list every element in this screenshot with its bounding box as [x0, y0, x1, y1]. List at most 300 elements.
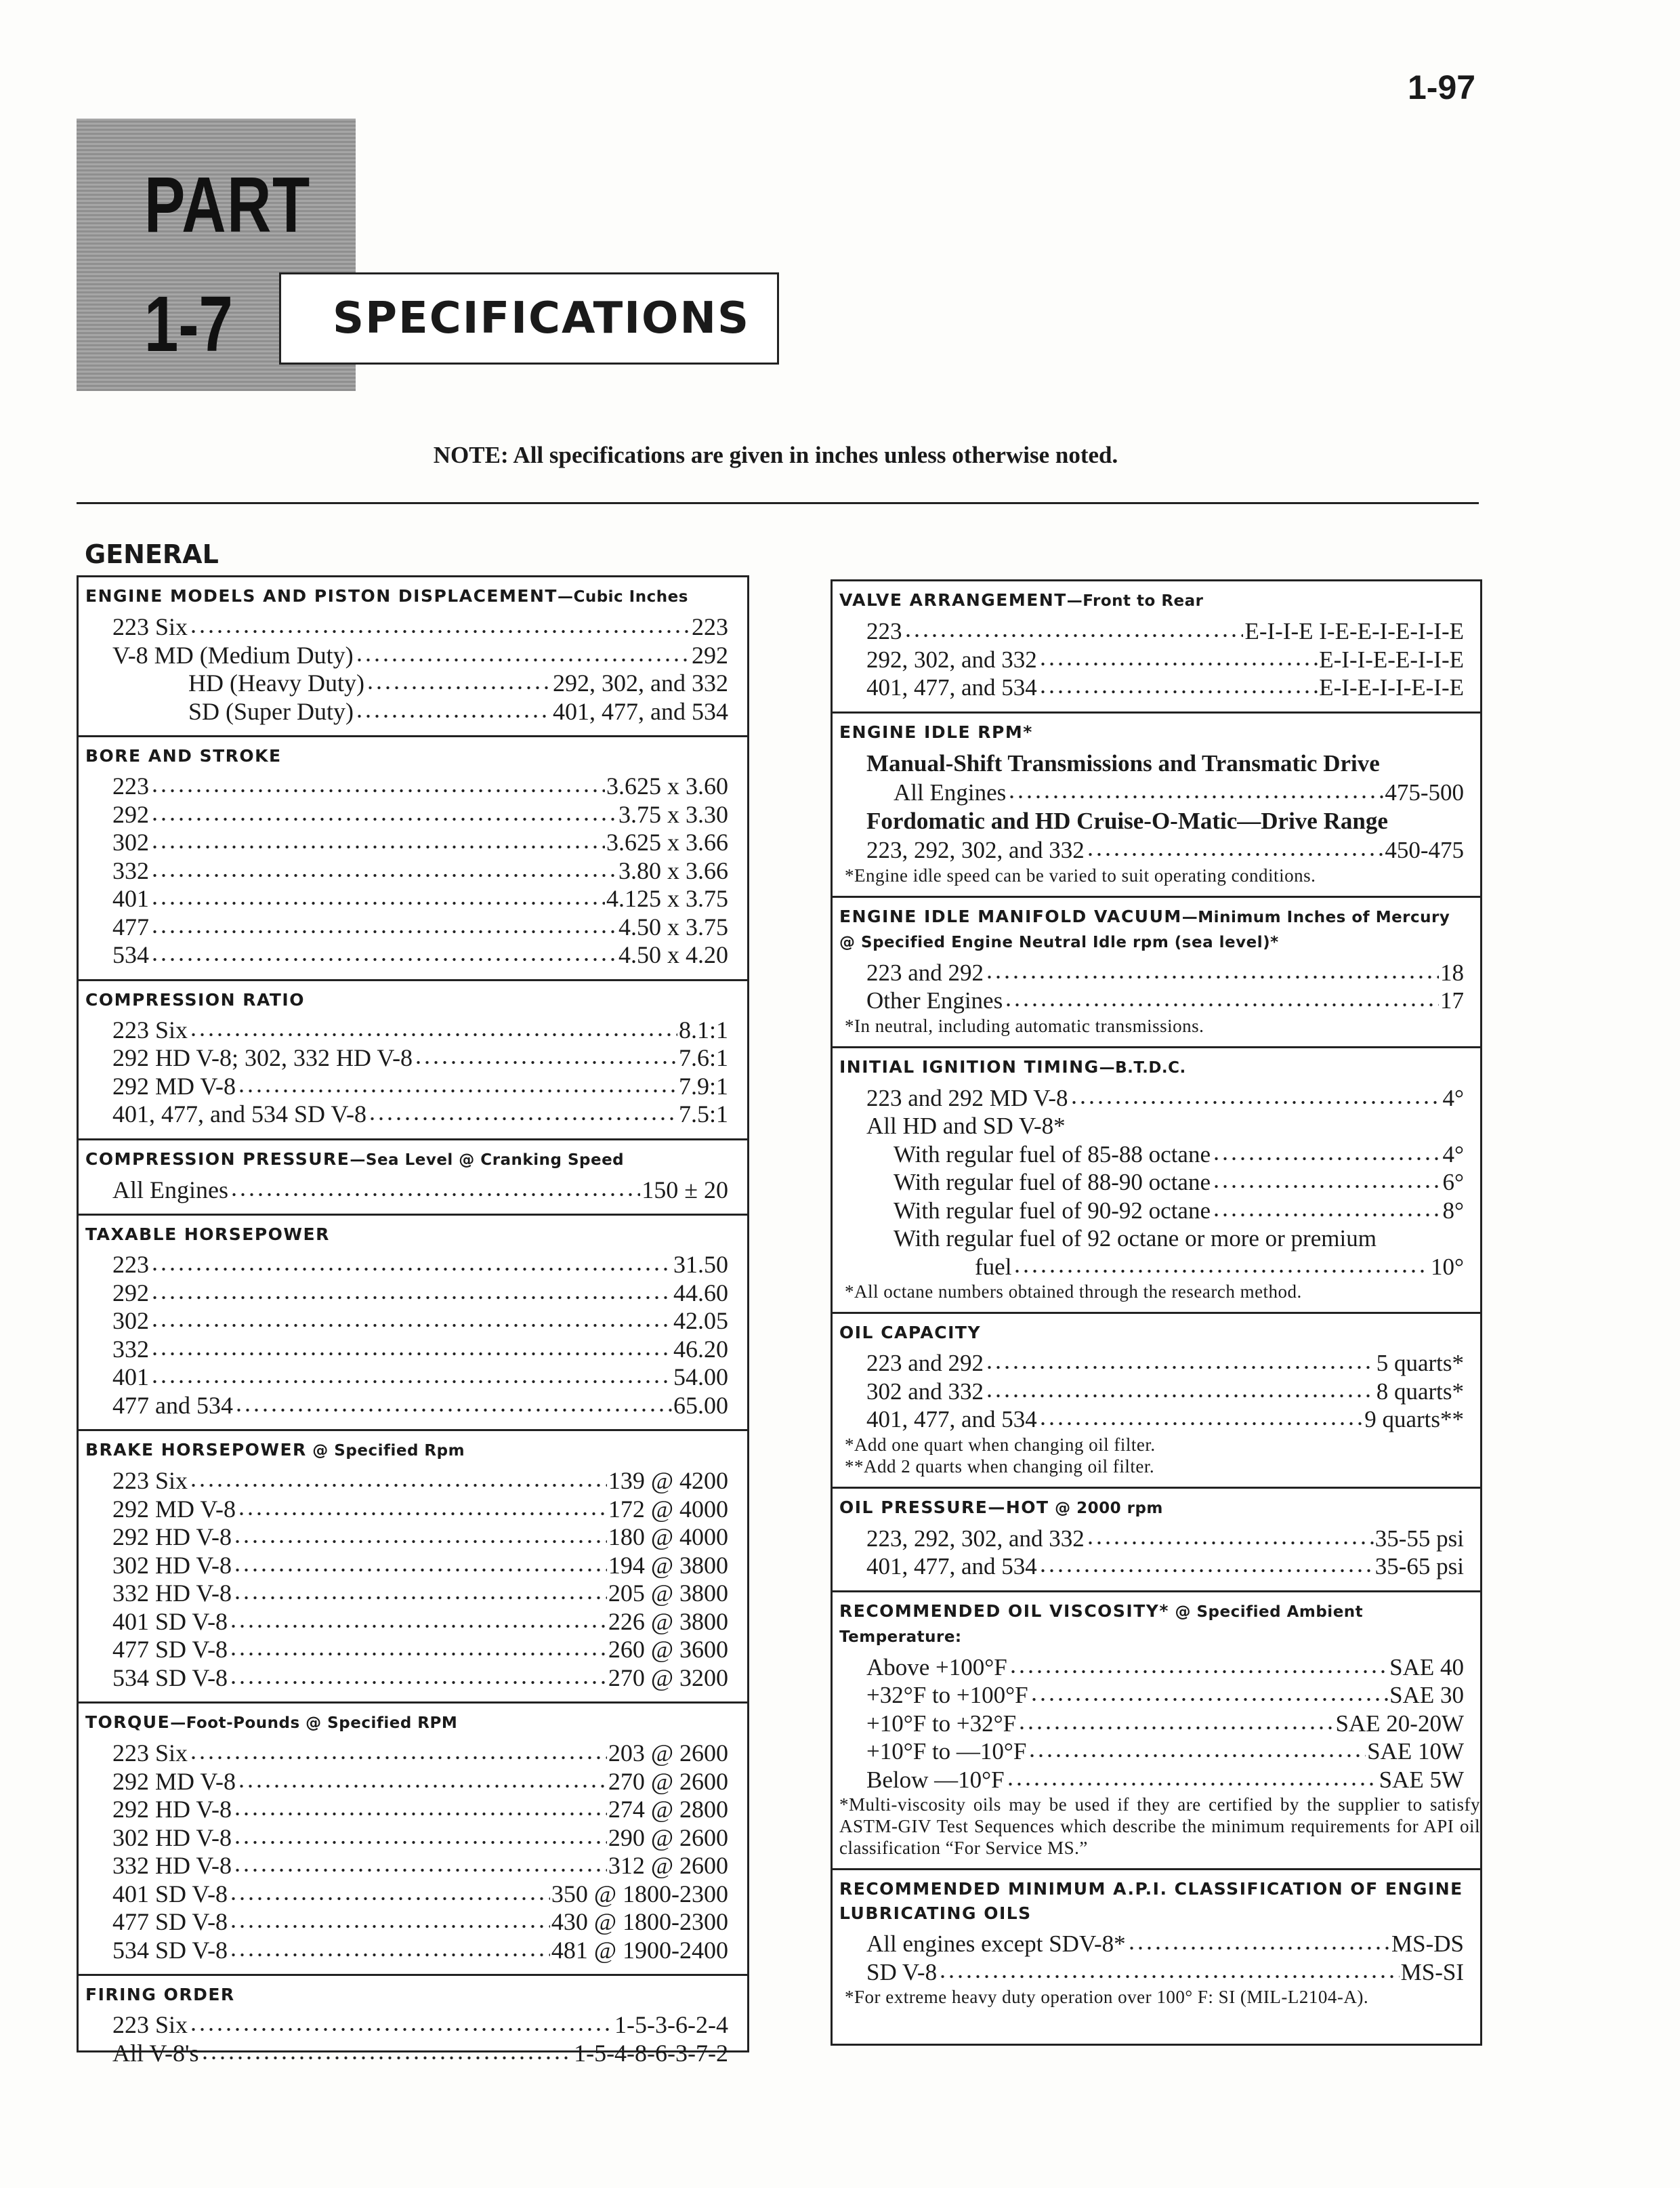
dot-leader — [237, 1510, 607, 1517]
spec-label: With regular fuel of 92 octane or more or premium — [894, 1225, 1377, 1252]
spec-label: All Engines — [894, 779, 1007, 806]
spec-value: 450-475 — [1385, 837, 1464, 863]
spec-label: 332 HD V-8 — [112, 1580, 232, 1607]
spec-row — [85, 642, 728, 670]
page-title: SPECIFICATIONS — [333, 293, 751, 344]
spec-row — [839, 987, 1464, 1015]
dot-leader — [1038, 1567, 1374, 1574]
spec-value: 7.5:1 — [678, 1100, 728, 1128]
spec-label: 401 SD V-8 — [112, 1880, 228, 1907]
spec-row — [85, 1336, 728, 1364]
spec-value: 44.60 — [673, 1279, 728, 1306]
spec-value: 226 @ 3800 — [608, 1607, 728, 1635]
spec-label: 302 and 332 — [866, 1378, 984, 1405]
spec-label: 223 — [112, 772, 149, 800]
spec-row — [839, 1930, 1464, 1958]
spec-value: 292, 302, and 332 — [553, 669, 728, 697]
section-header — [839, 1055, 1464, 1080]
spec-label: 292 — [112, 800, 149, 828]
spec-section — [833, 1870, 1480, 2017]
left-spec-column — [77, 575, 749, 2067]
spec-section — [833, 1489, 1480, 1592]
spec-label: 534 SD V-8 — [112, 1936, 228, 1964]
spec-label: 401 — [112, 1363, 149, 1390]
spec-row — [85, 801, 728, 829]
spec-label: 223 Six — [112, 2011, 188, 2038]
section-header — [85, 1438, 728, 1463]
dot-leader — [1070, 1099, 1442, 1106]
spec-label: With regular fuel of 90-92 octane — [894, 1197, 1211, 1224]
spec-row — [85, 1664, 728, 1693]
spec-value: 205 @ 3800 — [608, 1580, 728, 1607]
spec-value: 3.625 x 3.60 — [606, 772, 728, 800]
dot-leader — [237, 1088, 677, 1094]
spec-label: All Engines — [112, 1176, 228, 1203]
spec-label: 401, 477, and 534 — [866, 1406, 1037, 1432]
dot-leader — [234, 1407, 672, 1413]
dot-leader — [1086, 851, 1384, 858]
spec-label: 477 — [112, 913, 149, 941]
section-subtitle: —Sea Level @ Cranking Speed — [350, 1151, 625, 1169]
spec-row — [85, 1073, 728, 1101]
dot-leader — [233, 1811, 607, 1817]
section-subtitle: —B.T.D.C. — [1099, 1058, 1186, 1077]
spec-value: 54.00 — [673, 1363, 728, 1390]
spec-section — [79, 1704, 747, 1976]
footnote: *In neutral, including automatic transmissions. — [845, 1015, 1204, 1036]
spec-value: 9 quarts** — [1364, 1406, 1464, 1432]
spec-label: With regular fuel of 88-90 octane — [894, 1169, 1211, 1195]
spec-value: 260 @ 3600 — [608, 1636, 728, 1663]
section-header — [839, 1321, 1464, 1345]
spec-value: 180 @ 4000 — [608, 1523, 728, 1550]
spec-row — [839, 1349, 1464, 1378]
spec-label: 292, 302, and 332 — [866, 646, 1037, 673]
section-header — [85, 1710, 728, 1735]
footnote: *For extreme heavy duty operation over 100° F: SI (MIL-L2104-A). — [845, 1987, 1369, 2007]
spec-row — [85, 1279, 728, 1308]
section-title: OIL CAPACITY — [839, 1323, 982, 1342]
spec-row — [85, 1044, 728, 1073]
section-title: TAXABLE HORSEPOWER — [85, 1224, 330, 1244]
spec-label: 401, 477, and 534 — [866, 674, 1037, 701]
dot-leader — [1086, 1540, 1374, 1546]
spec-label: 292 HD V-8 — [112, 1796, 232, 1823]
spec-value: 194 @ 3800 — [608, 1551, 728, 1579]
section-header — [839, 588, 1464, 613]
spec-label: With regular fuel of 85-88 octane — [894, 1140, 1211, 1168]
spec-value: 150 ± 20 — [642, 1176, 728, 1203]
spec-value: 35-55 psi — [1374, 1525, 1464, 1552]
dot-leader — [1212, 1212, 1442, 1218]
section-header — [839, 720, 1464, 745]
dot-leader — [189, 628, 690, 635]
spec-row — [85, 1852, 728, 1880]
dot-leader — [1028, 1752, 1366, 1759]
spec-row — [839, 1168, 1464, 1197]
spec-value: 6° — [1442, 1169, 1464, 1195]
spec-row — [85, 1392, 728, 1420]
dot-leader — [189, 1031, 677, 1038]
spec-label: 223 Six — [112, 1467, 188, 1494]
section-header — [85, 584, 728, 609]
spec-value: 292 — [692, 641, 728, 669]
section-heading: GENERAL — [85, 539, 219, 569]
spec-row — [85, 669, 728, 698]
spec-row — [85, 941, 728, 970]
spec-row — [839, 1958, 1464, 1987]
spec-row — [85, 1580, 728, 1608]
dot-leader — [1038, 688, 1318, 695]
spec-row — [85, 698, 728, 726]
spec-value: 270 @ 2600 — [608, 1767, 728, 1795]
dot-leader — [355, 713, 551, 720]
spec-row — [839, 1224, 1464, 1253]
spec-label: 223 and 292 MD V-8 — [866, 1084, 1068, 1111]
spec-value: 481 @ 1900-2400 — [551, 1936, 728, 1964]
spec-row — [85, 1739, 728, 1768]
section-header — [85, 988, 728, 1012]
spec-label: 477 SD V-8 — [112, 1636, 228, 1663]
spec-label: Above +100°F — [866, 1653, 1007, 1680]
spec-section — [833, 581, 1480, 714]
section-title: BORE AND STROKE — [85, 746, 282, 766]
dot-leader — [229, 1623, 607, 1630]
spec-value: SAE 10W — [1367, 1738, 1464, 1764]
spec-label: +32°F to +100°F — [866, 1682, 1028, 1708]
spec-label: 223, 292, 302, and 332 — [866, 837, 1085, 863]
dot-leader — [150, 956, 617, 963]
dot-leader — [1038, 1420, 1363, 1427]
spec-label: All engines except SDV-8* — [866, 1931, 1126, 1957]
spec-value: 4.125 x 3.75 — [606, 885, 728, 912]
spec-section — [79, 1431, 747, 1704]
spec-label: 292 MD V-8 — [112, 1072, 236, 1100]
dot-leader — [938, 1973, 1400, 1980]
spec-row — [839, 1766, 1464, 1794]
spec-label: 223 and 292 — [866, 1350, 984, 1376]
part-label: PART — [144, 161, 311, 249]
spec-row — [85, 1523, 728, 1552]
spec-row — [85, 1768, 728, 1796]
spec-subheading: Manual-Shift Transmissions and Transmatic Drive — [866, 749, 1380, 777]
section-subtitle: @ 2000 rpm — [1049, 1499, 1163, 1517]
spec-row — [839, 1525, 1464, 1553]
section-subtitle: @ Specified Ambient Temperature: — [839, 1603, 1364, 1646]
dot-leader — [229, 1952, 550, 1958]
spec-value: SAE 20-20W — [1335, 1710, 1464, 1737]
spec-section — [833, 1592, 1480, 1871]
section-title: RECOMMENDED MINIMUM A.P.I. CLASSIFICATION OF ENGINE LUBRICATING OILS — [839, 1879, 1463, 1923]
spec-value: 203 @ 2600 — [608, 1739, 728, 1767]
spec-label: 401, 477, and 534 SD V-8 — [112, 1100, 367, 1128]
section-header — [85, 1147, 728, 1172]
spec-row — [85, 1016, 728, 1045]
spec-value: 46.20 — [673, 1335, 728, 1363]
spec-value: 1-5-3-6-2-4 — [614, 2011, 728, 2038]
spec-value: 3.80 x 3.66 — [618, 856, 728, 884]
spec-label: SD (Super Duty) — [188, 697, 354, 725]
spec-label: SD V-8 — [866, 1958, 938, 1985]
section-title: COMPRESSION PRESSURE — [85, 1149, 350, 1169]
spec-value: E-I-I-E I-E-E-I-E-I-I-E — [1244, 618, 1464, 644]
dot-leader — [150, 900, 605, 907]
footnote: *Add one quart when changing oil filter. — [845, 1434, 1156, 1455]
spec-label: 477 SD V-8 — [112, 1908, 228, 1935]
dot-leader — [189, 2026, 613, 2033]
spec-section — [833, 1048, 1480, 1315]
dot-leader — [189, 1754, 607, 1761]
spec-row — [85, 857, 728, 886]
dot-leader — [189, 1482, 607, 1489]
spec-row — [85, 1937, 728, 1965]
section-header — [85, 1983, 728, 2007]
section-subtitle: —Foot-Pounds @ Specified RPM — [170, 1714, 458, 1732]
spec-value: 4.50 x 3.75 — [618, 913, 728, 941]
spec-row — [85, 1908, 728, 1937]
spec-label: All V-8's — [112, 2039, 199, 2067]
dot-leader — [150, 816, 617, 823]
dot-leader — [150, 787, 605, 794]
spec-row — [85, 1880, 728, 1909]
spec-row — [839, 1140, 1464, 1169]
section-title: RECOMMENDED OIL VISCOSITY* — [839, 1601, 1169, 1621]
spec-value: 7.6:1 — [678, 1044, 728, 1071]
spec-value: 3.625 x 3.66 — [606, 829, 728, 856]
dot-leader — [1030, 1696, 1388, 1703]
section-title: VALVE ARRANGEMENT — [839, 590, 1067, 610]
spec-label: 401 SD V-8 — [112, 1607, 228, 1635]
spec-value: 139 @ 4200 — [608, 1467, 728, 1494]
spec-label: 223 Six — [112, 613, 188, 640]
spec-row — [839, 779, 1464, 807]
dot-leader — [1013, 1268, 1429, 1275]
dot-leader — [150, 928, 617, 935]
spec-label: 302 — [112, 829, 149, 856]
dot-leader — [233, 1594, 607, 1601]
spec-label: Other Engines — [866, 987, 1003, 1014]
spec-label: All HD and SD V-8* — [866, 1113, 1066, 1139]
dot-leader — [230, 1191, 640, 1198]
spec-subheading: Fordomatic and HD Cruise-O-Matic—Drive Range — [866, 808, 1388, 834]
dot-leader — [150, 1350, 672, 1357]
spec-row — [839, 617, 1464, 646]
spec-value: 274 @ 2800 — [608, 1796, 728, 1823]
spec-label: +10°F to —10°F — [866, 1738, 1027, 1764]
dot-leader — [229, 1651, 607, 1657]
spec-label: 332 HD V-8 — [112, 1852, 232, 1879]
part-number: 1-7 — [144, 280, 233, 368]
section-title: TORQUE — [85, 1712, 171, 1732]
spec-row — [839, 1197, 1464, 1225]
spec-row — [839, 646, 1464, 674]
dot-leader — [150, 1294, 672, 1301]
footnote: *Engine idle speed can be varied to suit operating conditions. — [845, 865, 1316, 886]
spec-row — [85, 1176, 728, 1205]
spec-value: 172 @ 4000 — [608, 1495, 728, 1523]
footnote: *Multi-viscosity oils may be used if they are certified by the supplier to satisfy ASTM-GIV Test Sequences which describe the minimum requirements for API oil classification “For Service MS.” — [839, 1794, 1480, 1858]
dot-leader — [237, 1783, 607, 1790]
dot-leader — [368, 1115, 677, 1122]
spec-row — [85, 1824, 728, 1853]
spec-row — [85, 829, 728, 857]
note-text: NOTE: All specifications are given in inches unless otherwise noted. — [433, 442, 1118, 468]
spec-section — [833, 1314, 1480, 1489]
spec-row — [85, 1495, 728, 1524]
section-subtitle: @ Specified Rpm — [306, 1442, 465, 1460]
spec-label: 401, 477, and 534 — [866, 1553, 1037, 1580]
divider — [77, 502, 1479, 504]
section-header — [839, 1599, 1464, 1649]
spec-value: 8.1:1 — [678, 1016, 728, 1044]
dot-leader — [355, 657, 690, 663]
spec-label: 302 HD V-8 — [112, 1551, 232, 1579]
spec-section — [79, 981, 747, 1140]
title-box — [279, 272, 779, 365]
spec-label: 223 Six — [112, 1739, 188, 1767]
dot-leader — [150, 1266, 672, 1273]
dot-leader — [150, 1378, 672, 1385]
spec-label: 401 — [112, 885, 149, 912]
dot-leader — [1212, 1183, 1442, 1190]
dot-leader — [150, 872, 617, 879]
dot-leader — [366, 684, 551, 691]
dot-leader — [233, 1538, 607, 1545]
spec-row — [839, 1378, 1464, 1406]
spec-value: 17 — [1440, 987, 1464, 1014]
spec-label: 477 and 534 — [112, 1391, 233, 1419]
spec-row — [839, 959, 1464, 987]
dot-leader — [229, 1895, 550, 1902]
spec-row — [85, 1307, 728, 1336]
spec-row — [85, 1608, 728, 1636]
dot-leader — [1006, 1781, 1378, 1788]
dot-leader — [1212, 1155, 1442, 1162]
spec-value: 31.50 — [673, 1251, 728, 1278]
dot-leader — [233, 1839, 607, 1846]
footnote: **Add 2 quarts when changing oil filter. — [845, 1456, 1155, 1477]
spec-label: 292 MD V-8 — [112, 1495, 236, 1523]
spec-row — [839, 1084, 1464, 1113]
section-title: COMPRESSION RATIO — [85, 989, 305, 1010]
spec-label: 292 MD V-8 — [112, 1767, 236, 1795]
section-header — [85, 744, 728, 768]
section-title: ENGINE IDLE RPM* — [839, 722, 1033, 742]
spec-label: 292 — [112, 1279, 149, 1306]
spec-section — [833, 714, 1480, 898]
spec-label: 223 Six — [112, 1016, 188, 1044]
spec-value: 8° — [1442, 1197, 1464, 1224]
spec-row — [839, 1552, 1464, 1581]
spec-section — [79, 1976, 747, 2077]
spec-section — [833, 898, 1480, 1048]
spec-row — [85, 1636, 728, 1664]
spec-label: 332 — [112, 1335, 149, 1363]
spec-label: Below —10°F — [866, 1766, 1005, 1793]
spec-value: 4° — [1442, 1140, 1464, 1168]
dot-leader — [150, 844, 605, 850]
spec-label: 223 — [112, 1251, 149, 1278]
spec-row — [85, 2040, 728, 2068]
spec-value: 290 @ 2600 — [608, 1823, 728, 1851]
spec-label: 534 — [112, 941, 149, 968]
spec-row — [85, 1100, 728, 1129]
spec-row — [85, 1251, 728, 1279]
spec-value: 7.9:1 — [678, 1072, 728, 1100]
spec-value: 10° — [1431, 1253, 1464, 1280]
spec-row — [85, 1363, 728, 1392]
spec-value: E-I-E-I-I-E-I-E — [1319, 674, 1464, 701]
dot-leader — [1007, 793, 1383, 800]
section-header — [85, 1222, 728, 1247]
spec-row — [85, 913, 728, 942]
dot-leader — [201, 2055, 573, 2061]
spec-row — [85, 613, 728, 642]
spec-value: SAE 30 — [1389, 1682, 1464, 1708]
spec-value: SAE 5W — [1379, 1766, 1464, 1793]
section-header — [839, 905, 1464, 955]
spec-value: 401, 477, and 534 — [553, 697, 728, 725]
spec-row — [839, 1253, 1464, 1281]
spec-label: HD (Heavy Duty) — [188, 669, 364, 697]
spec-label: 223, 292, 302, and 332 — [866, 1525, 1085, 1552]
spec-value: 312 @ 2600 — [608, 1852, 728, 1879]
section-header — [839, 1495, 1464, 1521]
spec-label: 302 HD V-8 — [112, 1823, 232, 1851]
spec-value: MS-DS — [1391, 1931, 1464, 1957]
spec-label: fuel — [975, 1253, 1012, 1280]
spec-row — [85, 1467, 728, 1495]
section-title: OIL PRESSURE—HOT — [839, 1497, 1049, 1517]
dot-leader — [1009, 1668, 1388, 1675]
spec-row — [839, 1737, 1464, 1766]
dot-leader — [150, 1322, 672, 1329]
section-header — [839, 1877, 1464, 1926]
section-title: INITIAL IGNITION TIMING — [839, 1056, 1099, 1077]
spec-value: 4° — [1442, 1084, 1464, 1111]
spec-label: +10°F to +32°F — [866, 1710, 1017, 1737]
dot-leader — [904, 632, 1244, 639]
spec-value: 8 quarts* — [1376, 1378, 1464, 1405]
section-title: BRAKE HORSEPOWER — [85, 1440, 307, 1460]
dot-leader — [1038, 661, 1318, 667]
dot-leader — [229, 1679, 607, 1686]
dot-leader — [229, 1923, 550, 1930]
spec-value: 5 quarts* — [1376, 1350, 1464, 1376]
dot-leader — [414, 1059, 677, 1066]
dot-leader — [233, 1867, 607, 1874]
spec-value: MS-SI — [1400, 1958, 1464, 1985]
spec-label: 534 SD V-8 — [112, 1664, 228, 1691]
spec-row — [85, 2011, 728, 2040]
spec-label: 292 HD V-8; 302, 332 HD V-8 — [112, 1044, 413, 1071]
spec-row — [839, 1112, 1464, 1140]
spec-row — [85, 1552, 728, 1580]
dot-leader — [233, 1567, 607, 1573]
footnote: *All octane numbers obtained through the research method. — [845, 1281, 1302, 1302]
spec-row — [839, 674, 1464, 702]
section-title: ENGINE IDLE MANIFOLD VACUUM — [839, 906, 1182, 926]
spec-value: 4.50 x 4.20 — [618, 941, 728, 968]
spec-label: 332 — [112, 856, 149, 884]
spec-row — [839, 1653, 1464, 1682]
spec-label: 292 HD V-8 — [112, 1523, 232, 1550]
spec-row — [839, 1681, 1464, 1710]
spec-value: 65.00 — [673, 1391, 728, 1419]
spec-section — [79, 737, 747, 981]
page-number: 1-97 — [1408, 68, 1476, 106]
spec-row — [839, 1710, 1464, 1738]
